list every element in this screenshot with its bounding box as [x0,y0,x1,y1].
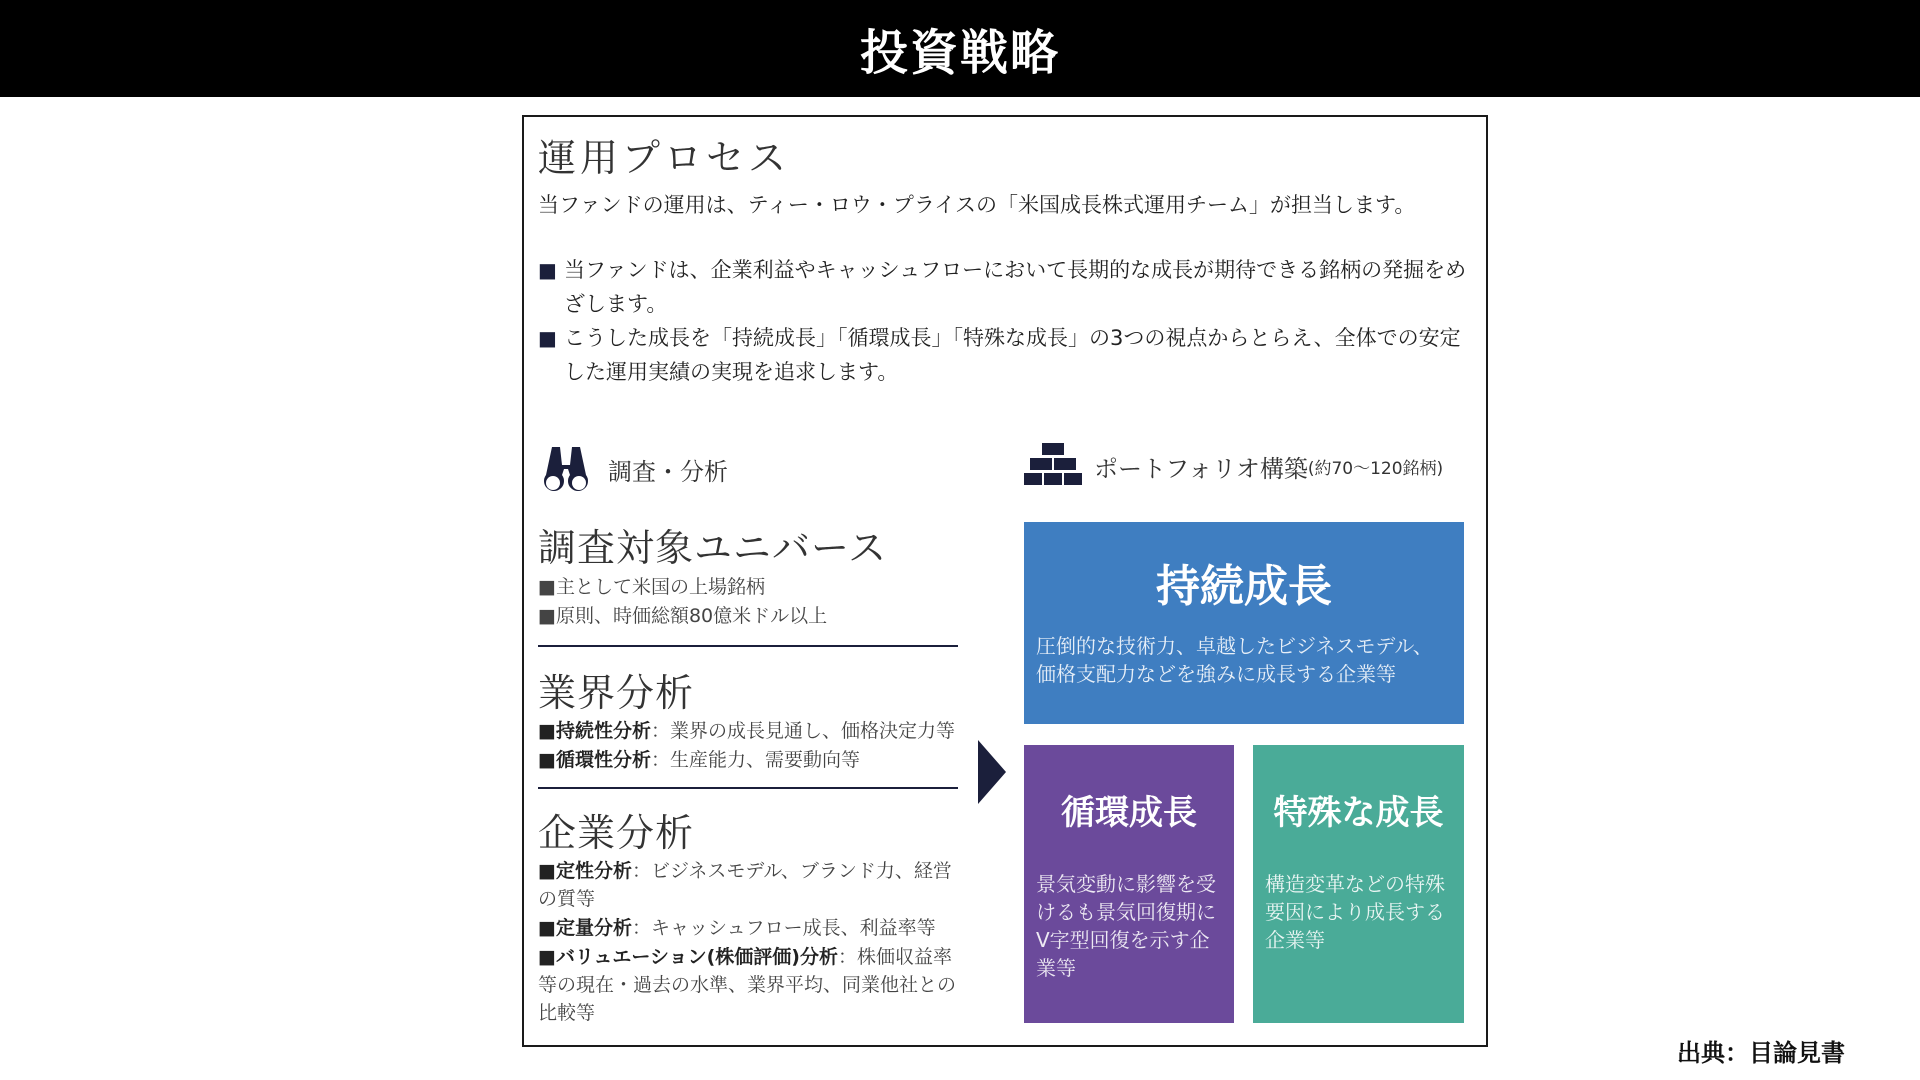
stacked-bricks-icon [1024,443,1082,489]
universe-item: ■原則、時価総額80億米ドル以上 [538,605,828,627]
portfolio-heading-note: (約70～120銘柄) [1307,458,1444,479]
item-text: ：ビジネスモデル、ブランド力、経営の質等 [538,860,952,910]
source-note: 出典：目論見書 [1677,1039,1845,1067]
item-text: ：生産能力、需要動向等 [650,749,860,771]
company-title: 企業分析 [538,811,695,855]
industry-title: 業界分析 [538,671,695,715]
portfolio-heading [1024,443,1443,489]
item-text: ：株価収益率等の現在・過去の水準、業界平均、同業他社との比較等 [538,946,957,1024]
bullet-list [538,253,1478,389]
item-text: ：業界の成長見通し、価格決定力等 [650,720,955,742]
universe-title: 調査対象ユニバース [538,526,888,570]
item-label: ■定量分析 [538,917,632,939]
company-item [538,943,968,1027]
industry-item [538,717,955,745]
cyclical-growth-box [1024,745,1234,1023]
industry-item [538,746,860,774]
bullet-item [538,253,1478,321]
binoculars-icon [538,441,594,497]
box-title: 持続成長 [1156,561,1332,612]
company-item [538,857,968,913]
page-title: 投資戦略 [859,25,1060,81]
portfolio-heading-label: ポートフォリオ構築 [1094,454,1308,483]
section-title: 運用プロセス [538,136,791,180]
box-desc: 圧倒的な技術力、卓越したビジネスモデル、価格支配力などを強みに成長する企業等 [1036,634,1433,686]
bullet-marker: ■ [538,326,557,350]
divider [538,787,958,789]
bullet-text: 当ファンドは、企業利益やキャッシュフローにおいて長期的な成長が期待できる銘柄の発掘をめざします。 [564,258,1467,316]
company-item [538,914,968,942]
box-title: 特殊な成長 [1273,793,1444,833]
special-growth-box [1253,745,1464,1023]
sustained-growth-box [1024,522,1464,724]
item-text: ：キャッシュフロー成長、利益率等 [631,917,936,939]
item-label: ■定性分析 [538,860,632,882]
universe-item: ■主として米国の上場銘柄 [538,576,765,598]
item-label: ■バリュエーション(株価評価)分析 [538,946,838,968]
box-desc: 構造変革などの特殊要因により成長する企業等 [1265,872,1445,952]
item-label: ■循環性分析 [538,749,651,771]
bullet-marker: ■ [538,258,557,282]
research-heading-label: 調査・分析 [608,457,728,486]
research-heading [538,441,728,497]
box-desc: 景気変動に影響を受けるも景気回復期にV字型回復を示す企業等 [1036,872,1216,980]
process-panel [522,115,1488,1047]
box-title: 循環成長 [1061,793,1197,833]
bullet-item [538,321,1478,389]
intro-text: 当ファンドの運用は、ティー・ロウ・プライスの「米国成長株式運用チーム」が担当します。 [538,193,1416,217]
title-bar [0,0,1920,97]
item-label: ■持続性分析 [538,720,651,742]
bullet-text: こうした成長を「持続成長」「循環成長」「特殊な成長」の3つの視点からとらえ、全体での安定した運用実績の実現を追求します。 [564,326,1461,384]
arrow-right-icon [978,740,1006,804]
divider [538,645,958,647]
